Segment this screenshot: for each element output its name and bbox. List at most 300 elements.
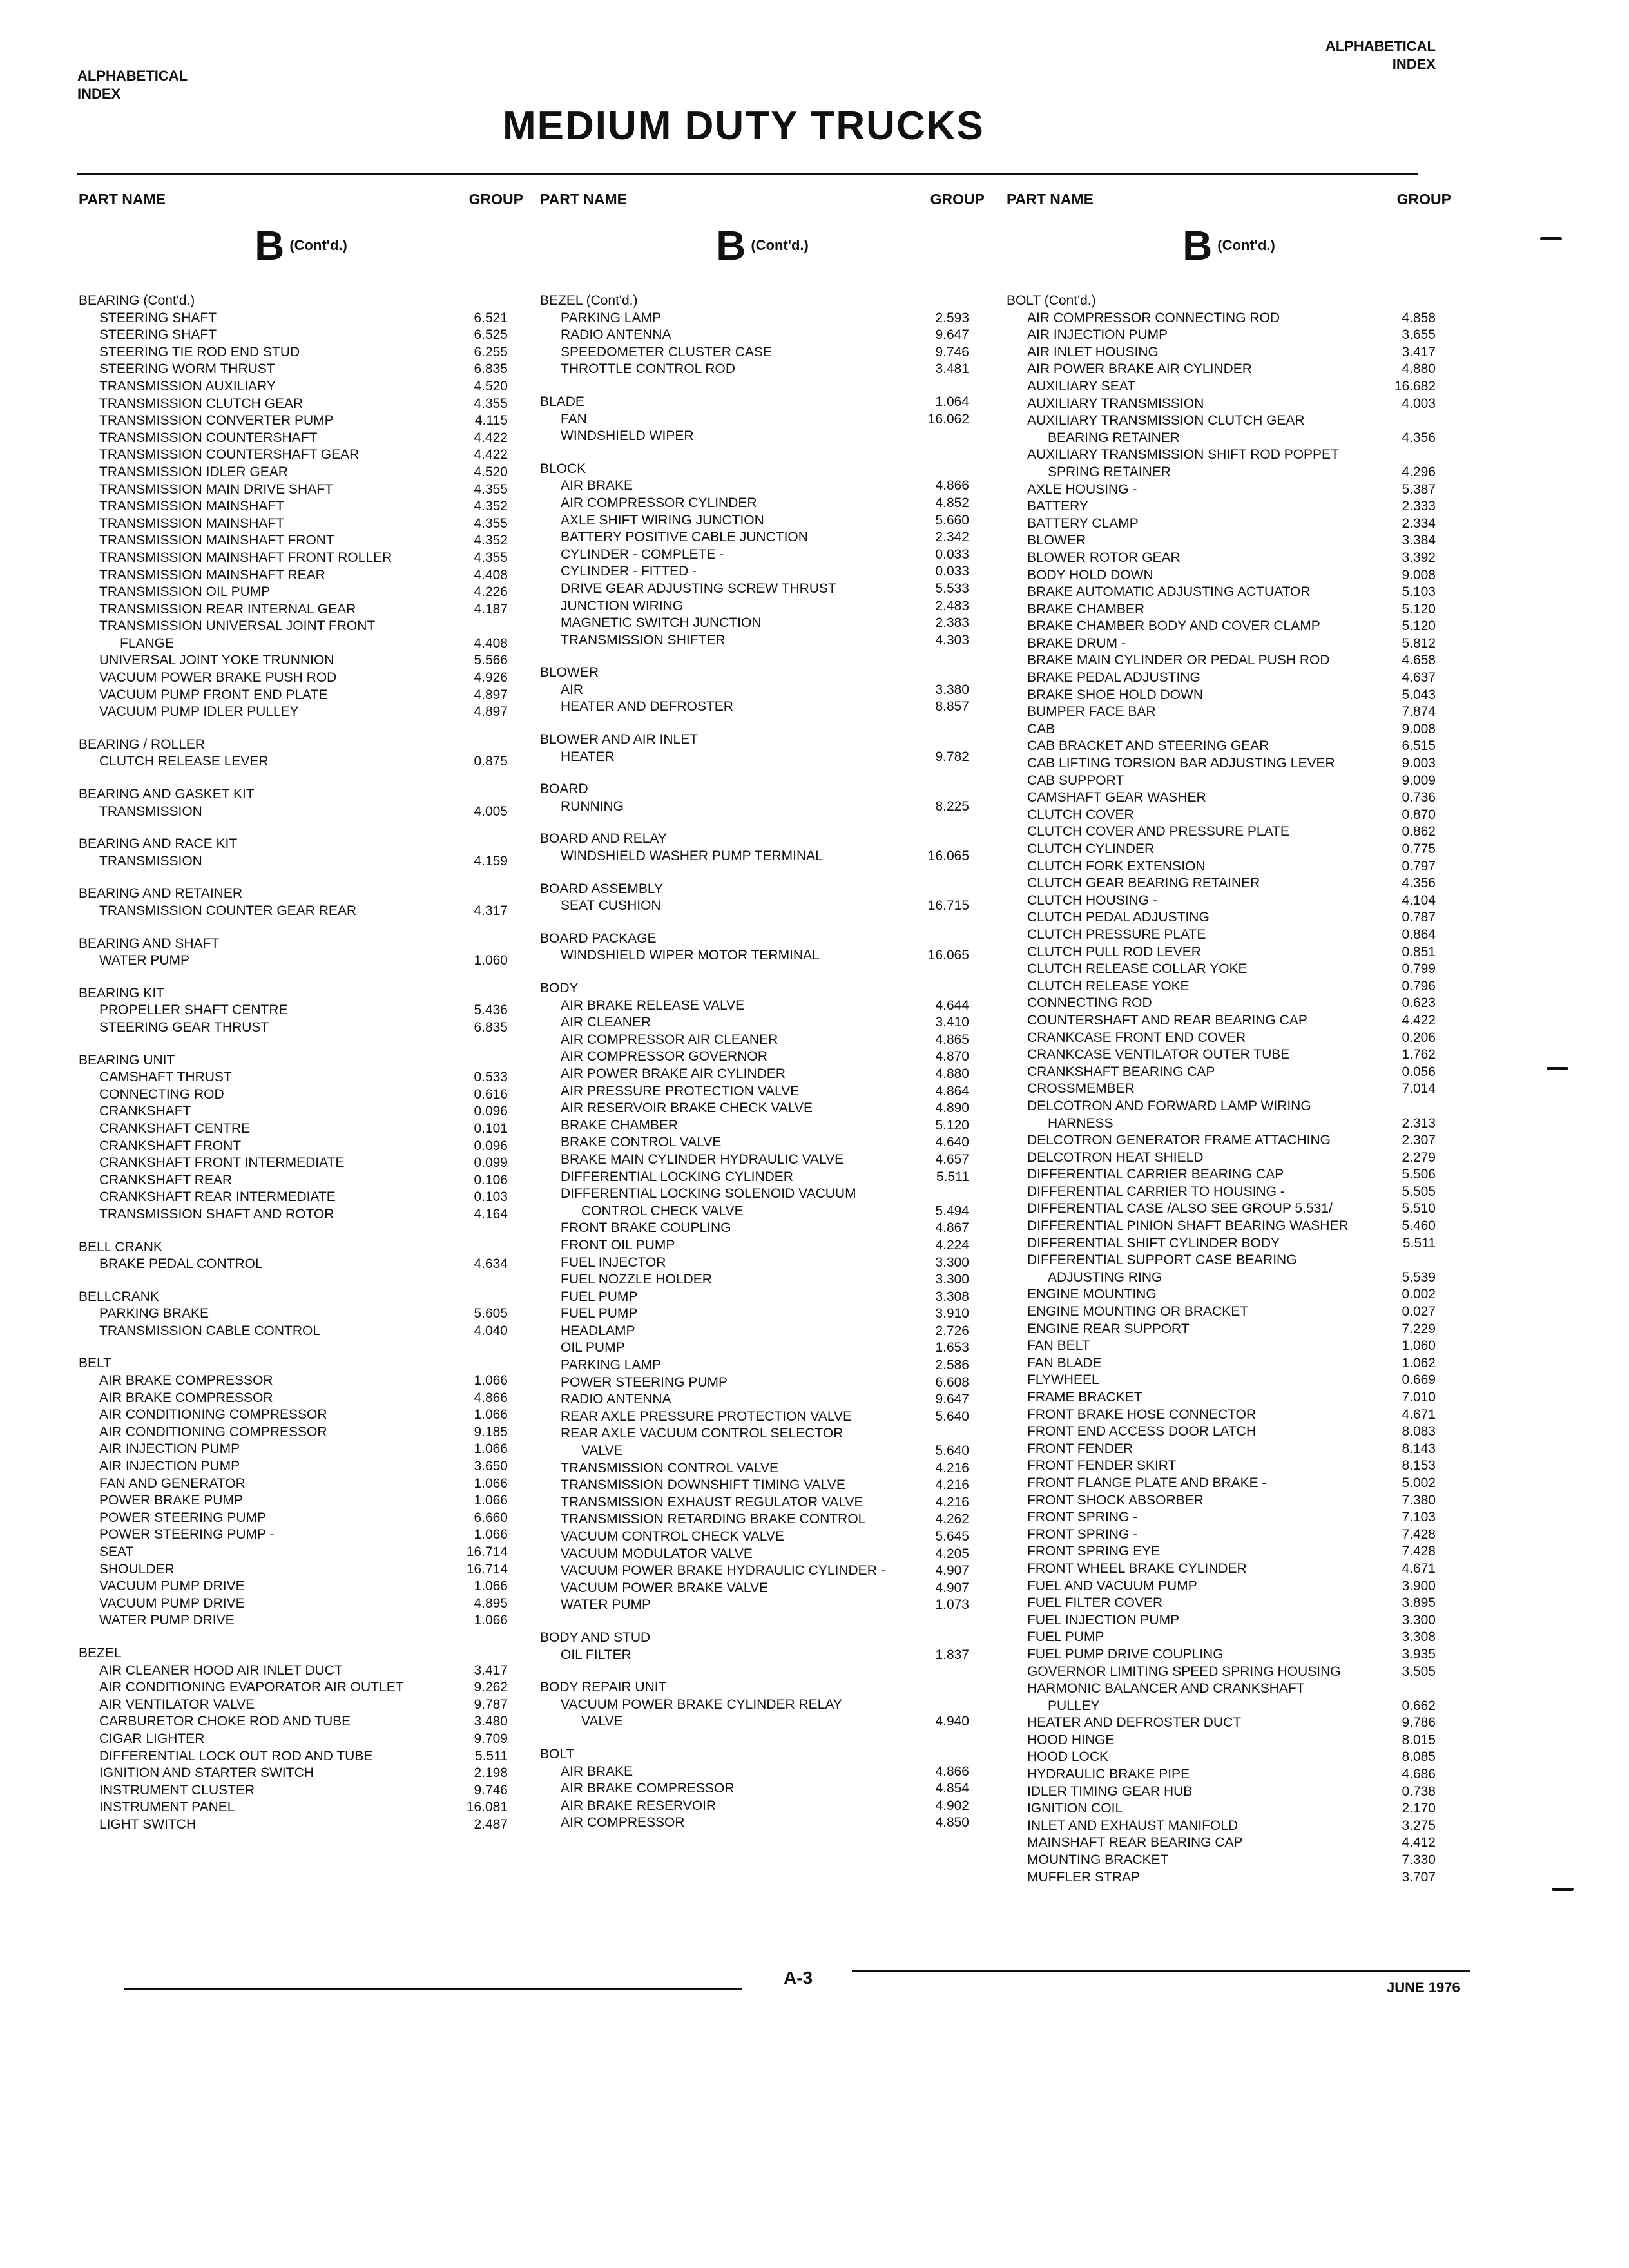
group-number: 6.608 (935, 1374, 969, 1390)
group-number: 5.505 (1402, 1184, 1436, 1199)
index-row (79, 1578, 523, 1595)
part-name: SHOULDER (99, 1561, 175, 1577)
part-name: CLUTCH RELEASE COLLAR YOKE (1027, 961, 1248, 977)
entry-heading: BELLCRANK (79, 1289, 159, 1304)
group-number (463, 293, 523, 310)
footer-rule-right (852, 1970, 1470, 1972)
group-number: 2.170 (1402, 1801, 1436, 1816)
group-number: 5.494 (935, 1203, 969, 1218)
group-number: 3.308 (1402, 1629, 1436, 1645)
part-name: CLUTCH COVER (1027, 807, 1134, 822)
index-row (79, 1002, 523, 1019)
index-row (79, 1256, 523, 1273)
group-number: 7.103 (1402, 1510, 1436, 1525)
group-number: 0.106 (474, 1172, 508, 1187)
index-entry (79, 1355, 523, 1629)
index-row (1007, 1081, 1451, 1098)
entry-heading-row (79, 1355, 523, 1372)
group-number: 8.153 (1402, 1458, 1436, 1474)
part-name: DELCOTRON GENERATOR FRAME ATTACHING (1027, 1133, 1331, 1148)
part-name: STEERING WORM THRUST (99, 361, 275, 377)
index-row (79, 652, 523, 669)
group-number: 8.225 (935, 798, 969, 814)
part-name: SEAT CUSHION (561, 898, 661, 914)
index-row (1007, 1698, 1451, 1715)
group-number: 8.015 (1402, 1732, 1436, 1747)
entry-heading-row (1007, 293, 1451, 310)
group-number: 4.422 (474, 430, 508, 445)
entry-heading: BOARD (540, 782, 588, 797)
group-number: 2.586 (935, 1358, 969, 1373)
index-row (79, 1138, 523, 1155)
entry-heading: BOARD AND RELAY (540, 831, 667, 847)
part-name: BRAKE PEDAL CONTROL (99, 1256, 263, 1272)
group-number (463, 985, 523, 1003)
index-entry (540, 293, 985, 378)
group-heading: GROUP (930, 191, 985, 207)
group-number: 4.864 (935, 1083, 969, 1099)
part-name: PULLEY (1048, 1698, 1100, 1713)
index-row (79, 344, 523, 361)
group-number: 4.902 (935, 1798, 969, 1813)
group-number: 9.185 (474, 1424, 508, 1439)
group-number: 4.164 (474, 1206, 508, 1222)
group-number (463, 1355, 523, 1372)
group-number: 4.352 (474, 533, 508, 548)
index-row (540, 632, 985, 649)
index-row (540, 1374, 985, 1392)
index-row (1007, 447, 1451, 464)
index-row (79, 1086, 523, 1104)
edge-mark (1547, 1067, 1568, 1070)
entry-heading: BODY (540, 981, 579, 995)
index-row (540, 615, 985, 632)
group-number: 4.658 (1402, 653, 1436, 668)
group-number: 0.103 (474, 1189, 508, 1205)
group-number: 0.206 (1402, 1030, 1436, 1045)
part-name: DRIVE GEAR ADJUSTING SCREW THRUST (561, 581, 836, 596)
part-name: TRANSMISSION REAR INTERNAL GEAR (99, 601, 356, 617)
index-row (79, 1407, 523, 1424)
index-row (79, 1662, 523, 1680)
part-name: AIR BRAKE RELEASE VALVE (561, 997, 745, 1013)
part-name: ENGINE MOUNTING OR BRACKET (1027, 1304, 1249, 1320)
part-name: VACUUM PUMP FRONT END PLATE (99, 687, 328, 702)
group-number: 1.066 (474, 1493, 508, 1508)
index-row (540, 1511, 985, 1528)
entry-heading-row (540, 1629, 985, 1647)
entry-heading-row (540, 731, 985, 749)
part-name: FUEL NOZZLE HOLDER (561, 1272, 712, 1287)
index-row (540, 1323, 985, 1340)
group-number: 16.715 (927, 898, 969, 914)
entry-heading-row (540, 394, 985, 411)
index-row (1007, 773, 1451, 790)
index-entry (79, 885, 523, 919)
entry-heading: BLOCK (540, 461, 586, 476)
part-name: TRANSMISSION COUNTER GEAR REAR (99, 903, 357, 918)
group-number: 3.384 (1402, 533, 1436, 548)
part-name: WINDSHIELD WASHER PUMP TERMINAL (561, 849, 823, 864)
group-number (463, 786, 523, 803)
index-row (79, 447, 523, 464)
index-row (540, 1048, 985, 1066)
index-entry (79, 1289, 523, 1340)
group-number: 0.875 (474, 754, 508, 769)
index-row (79, 1612, 523, 1629)
group-number: 4.355 (474, 515, 508, 531)
index-row (1007, 823, 1451, 841)
part-name: TRANSMISSION AUXILIARY (99, 378, 276, 394)
entry-heading: BEARING AND SHAFT (79, 936, 220, 951)
group-number: 0.002 (1402, 1287, 1436, 1302)
group-number (924, 664, 985, 682)
index-row (1007, 841, 1451, 858)
group-number: 2.279 (1402, 1149, 1436, 1165)
index-row (1007, 721, 1451, 738)
group-number: 8.083 (1402, 1424, 1436, 1439)
part-name: FAN AND GENERATOR (99, 1475, 246, 1491)
entry-heading: BELT (79, 1356, 111, 1371)
group-number: 3.935 (1402, 1646, 1436, 1662)
section-letter-glyph: B (716, 222, 746, 269)
group-number: 3.392 (1402, 550, 1436, 565)
entry-heading-row (79, 836, 523, 853)
entry-heading: BEZEL (79, 1645, 122, 1660)
group-number: 4.115 (475, 413, 508, 428)
index-row (540, 1014, 985, 1032)
index-row (79, 1782, 523, 1800)
index-row (79, 1120, 523, 1138)
group-number: 4.897 (474, 687, 508, 702)
entry-list (1007, 293, 1451, 1886)
part-name: CRANKCASE VENTILATOR OUTER TUBE (1027, 1047, 1290, 1062)
group-number: 0.096 (474, 1138, 508, 1153)
part-name: FAN (561, 411, 587, 427)
part-name: HOOD LOCK (1027, 1749, 1109, 1765)
part-name: SPEEDOMETER CLUSTER CASE (561, 344, 772, 360)
section-letter (1007, 222, 1451, 269)
index-row (79, 1069, 523, 1086)
group-number: 0.736 (1402, 790, 1436, 805)
part-name: FUEL PUMP (561, 1306, 638, 1321)
group-number: 0.796 (1402, 978, 1436, 994)
group-number: 4.907 (935, 1580, 969, 1595)
index-row (540, 598, 985, 615)
index-row (1007, 1818, 1451, 1835)
part-name: BRAKE PEDAL ADJUSTING (1027, 670, 1200, 686)
part-name: OIL PUMP (561, 1340, 625, 1356)
group-number: 2.334 (1402, 515, 1436, 531)
part-name: CAMSHAFT THRUST (99, 1070, 232, 1085)
part-name: CRANKSHAFT FRONT INTERMEDIATE (99, 1155, 345, 1171)
group-number: 3.480 (474, 1714, 508, 1729)
part-name: TRANSMISSION CABLE CONTROL (99, 1323, 321, 1338)
group-number (463, 618, 523, 635)
group-number: 6.255 (474, 344, 508, 360)
group-number (924, 1425, 985, 1443)
index-row (1007, 412, 1451, 430)
index-row (1007, 1338, 1451, 1355)
index-row (1007, 978, 1451, 995)
column-header (540, 191, 985, 216)
part-name: POWER STEERING PUMP - (99, 1527, 275, 1542)
group-number: 4.187 (474, 601, 508, 617)
edge-mark (1540, 237, 1562, 240)
group-number: 7.428 (1402, 1544, 1436, 1559)
index-entry (79, 1239, 523, 1273)
group-number: 4.216 (935, 1460, 969, 1475)
part-name: CLUTCH COVER AND PRESSURE PLATE (1027, 824, 1289, 840)
group-number: 7.874 (1402, 704, 1436, 720)
index-row (1007, 1561, 1451, 1578)
group-number: 4.216 (935, 1494, 969, 1510)
index-row (1007, 1543, 1451, 1561)
index-row (79, 378, 523, 396)
section-continued-label: (Cont'd.) (1217, 237, 1275, 253)
index-row (1007, 1646, 1451, 1664)
part-name: GOVERNOR LIMITING SPEED SPRING HOUSING (1027, 1664, 1341, 1679)
index-row (540, 1100, 985, 1117)
index-row (1007, 995, 1451, 1012)
group-number: 2.313 (1402, 1115, 1436, 1131)
part-name: CLUTCH PRESSURE PLATE (1027, 927, 1206, 942)
index-row (79, 327, 523, 344)
part-name: THROTTLE CONTROL ROD (561, 361, 736, 377)
part-name: VACUUM PUMP IDLER PULLEY (99, 704, 299, 720)
part-name: BLOWER (1027, 533, 1086, 548)
group-number: 16.065 (927, 849, 969, 864)
column-header (79, 191, 523, 216)
part-name: ENGINE REAR SUPPORT (1027, 1321, 1190, 1336)
part-name: BRAKE CONTROL VALVE (561, 1135, 722, 1150)
group-number (463, 1645, 523, 1662)
index-entry (79, 736, 523, 771)
part-name: WINDSHIELD WIPER MOTOR TERMINAL (561, 948, 820, 963)
part-name: AXLE SHIFT WIRING JUNCTION (561, 512, 764, 528)
index-row (1007, 1578, 1451, 1595)
index-row (79, 1323, 523, 1340)
index-column-3 (1007, 191, 1451, 1930)
part-name: TRANSMISSION MAINSHAFT FRONT (99, 533, 334, 548)
group-number: 7.014 (1402, 1081, 1436, 1097)
section-letter (79, 222, 523, 269)
index-row (1007, 1252, 1451, 1269)
group-number: 4.640 (935, 1135, 969, 1150)
index-row (540, 411, 985, 428)
part-name: ADJUSTING RING (1048, 1269, 1162, 1285)
group-heading: GROUP (1396, 191, 1451, 207)
part-name: CAB SUPPORT (1027, 773, 1124, 788)
part-name: AIR CONDITIONING COMPRESSOR (99, 1424, 327, 1439)
part-name: TRANSMISSION COUNTERSHAFT GEAR (99, 447, 360, 463)
index-row (1007, 1492, 1451, 1510)
index-row (1007, 430, 1451, 447)
group-number: 9.003 (1402, 756, 1436, 771)
index-row (540, 1117, 985, 1135)
part-name: AUXILIARY TRANSMISSION SHIFT ROD POPPET (1027, 447, 1339, 463)
group-number: 8.143 (1402, 1441, 1436, 1456)
group-number (924, 1746, 985, 1763)
index-row (1007, 1303, 1451, 1321)
part-name: HYDRAULIC BRAKE PIPE (1027, 1767, 1190, 1782)
index-row (79, 1765, 523, 1782)
group-number: 5.566 (474, 653, 508, 668)
index-row (79, 481, 523, 499)
group-number: 3.650 (474, 1459, 508, 1474)
group-number (1391, 412, 1451, 430)
group-number: 5.539 (1402, 1269, 1436, 1285)
group-number: 5.120 (935, 1117, 969, 1133)
group-number: 4.005 (474, 803, 508, 819)
page-title: MEDIUM DUTY TRUCKS (503, 104, 985, 148)
part-name: VACUUM POWER BRAKE VALVE (561, 1580, 769, 1595)
entry-heading: BEARING AND RETAINER (79, 886, 242, 901)
group-number: 2.198 (474, 1765, 508, 1781)
index-row (1007, 618, 1451, 635)
entry-heading-row (79, 885, 523, 903)
part-name: INLET AND EXHAUST MANIFOLD (1027, 1818, 1239, 1833)
part-name: MOUNTING BRACKET (1027, 1852, 1169, 1868)
part-name: FRONT SHOCK ABSORBER (1027, 1492, 1204, 1508)
group-number: 4.355 (474, 550, 508, 565)
index-row (79, 1544, 523, 1561)
index-row (1007, 1680, 1451, 1698)
index-row (1007, 1098, 1451, 1115)
index-row (1007, 909, 1451, 927)
part-name: TRANSMISSION RETARDING BRAKE CONTROL (561, 1512, 866, 1527)
group-number: 1.653 (935, 1340, 969, 1356)
section-continued-label: (Cont'd.) (289, 237, 347, 253)
part-name: VACUUM MODULATOR VALVE (561, 1546, 753, 1561)
part-name: RUNNING (561, 798, 624, 814)
index-row (1007, 515, 1451, 533)
index-row (1007, 327, 1451, 344)
index-row (1007, 532, 1451, 550)
group-number: 4.422 (1402, 1012, 1436, 1028)
part-name: CYLINDER - FITTED - (561, 564, 697, 579)
index-row (1007, 1184, 1451, 1201)
part-name: FRONT OIL PUMP (561, 1237, 675, 1253)
part-name: CRANKSHAFT (99, 1104, 191, 1119)
group-number (463, 1052, 523, 1070)
group-number: 4.895 (474, 1595, 508, 1611)
index-row (540, 1780, 985, 1798)
group-number (924, 731, 985, 749)
group-number: 4.865 (935, 1032, 969, 1047)
index-row (1007, 944, 1451, 961)
part-name: CONNECTING ROD (99, 1086, 224, 1102)
part-name: TRANSMISSION (99, 853, 202, 869)
group-number: 4.657 (935, 1151, 969, 1167)
index-row (1007, 1612, 1451, 1629)
group-number: 1.762 (1402, 1047, 1436, 1062)
group-number: 4.355 (474, 396, 508, 411)
index-row (540, 1134, 985, 1151)
part-name: POWER STEERING PUMP (99, 1510, 267, 1525)
group-number: 4.880 (1402, 361, 1436, 377)
group-number: 0.033 (935, 546, 969, 562)
group-number: 6.515 (1402, 738, 1436, 754)
part-name: CRANKSHAFT REAR INTERMEDIATE (99, 1189, 336, 1205)
index-row (1007, 1269, 1451, 1287)
group-number: 3.410 (935, 1015, 969, 1030)
part-name: AIR COMPRESSOR CONNECTING ROD (1027, 310, 1280, 325)
index-row (79, 430, 523, 447)
part-name: TRANSMISSION CONVERTER PUMP (99, 413, 334, 428)
part-name: FUEL AND VACUUM PUMP (1027, 1578, 1197, 1593)
group-number: 4.907 (935, 1563, 969, 1579)
group-number: 0.096 (474, 1104, 508, 1119)
index-row (1007, 1732, 1451, 1749)
index-row (79, 1799, 523, 1816)
group-number (924, 1679, 985, 1696)
part-name: TRANSMISSION (99, 803, 202, 819)
index-row (79, 635, 523, 653)
entry-heading-row (540, 664, 985, 682)
index-row (540, 1340, 985, 1357)
group-number: 0.864 (1402, 927, 1436, 942)
part-name: DIFFERENTIAL SUPPORT CASE BEARING (1027, 1253, 1297, 1268)
index-entry (540, 980, 985, 1614)
index-row (1007, 738, 1451, 755)
group-number: 6.835 (474, 1019, 508, 1035)
part-name: STEERING SHAFT (99, 327, 217, 343)
index-row (1007, 1321, 1451, 1338)
group-number: 0.775 (1402, 841, 1436, 856)
index-row (540, 1546, 985, 1563)
entry-heading-row (79, 736, 523, 754)
entry-heading: BEARING UNIT (79, 1052, 175, 1068)
part-name: AIR INJECTION PUMP (1027, 327, 1168, 343)
index-row (1007, 1407, 1451, 1424)
group-number: 4.356 (1402, 430, 1436, 445)
part-name: INSTRUMENT PANEL (99, 1800, 235, 1815)
group-number: 0.033 (935, 564, 969, 579)
index-row (1007, 1200, 1451, 1218)
part-name: FRONT BRAKE COUPLING (561, 1220, 731, 1236)
part-name: AIR BRAKE RESERVOIR (561, 1798, 717, 1813)
group-number (463, 1239, 523, 1256)
index-row (79, 803, 523, 821)
part-name: BRAKE SHOE HOLD DOWN (1027, 687, 1204, 702)
group-number (1391, 1098, 1451, 1115)
index-row (79, 1424, 523, 1441)
group-number: 9.746 (935, 344, 969, 360)
index-entry (540, 1629, 985, 1664)
index-row (1007, 1372, 1451, 1389)
part-name: AIR COMPRESSOR CYLINDER (561, 495, 757, 510)
part-name: AIR BRAKE (561, 478, 633, 494)
index-row (1007, 1595, 1451, 1612)
index-row (1007, 396, 1451, 413)
index-row (1007, 1046, 1451, 1064)
index-row (1007, 927, 1451, 944)
group-number: 3.900 (1402, 1578, 1436, 1593)
group-number (924, 1186, 985, 1203)
part-name: HEATER AND DEFROSTER DUCT (1027, 1715, 1242, 1731)
group-number: 5.002 (1402, 1475, 1436, 1490)
group-number: 0.623 (1402, 995, 1436, 1011)
group-number: 5.506 (1402, 1167, 1436, 1182)
entry-heading-row (79, 1239, 523, 1256)
part-name: BRAKE AUTOMATIC ADJUSTING ACTUATOR (1027, 584, 1311, 600)
part-name: VACUUM POWER BRAKE CYLINDER RELAY (561, 1696, 842, 1712)
group-number: 9.262 (474, 1680, 508, 1695)
index-row (540, 1391, 985, 1408)
group-number: 4.520 (474, 378, 508, 394)
part-name: CAB BRACKET AND STEERING GEAR (1027, 738, 1269, 754)
